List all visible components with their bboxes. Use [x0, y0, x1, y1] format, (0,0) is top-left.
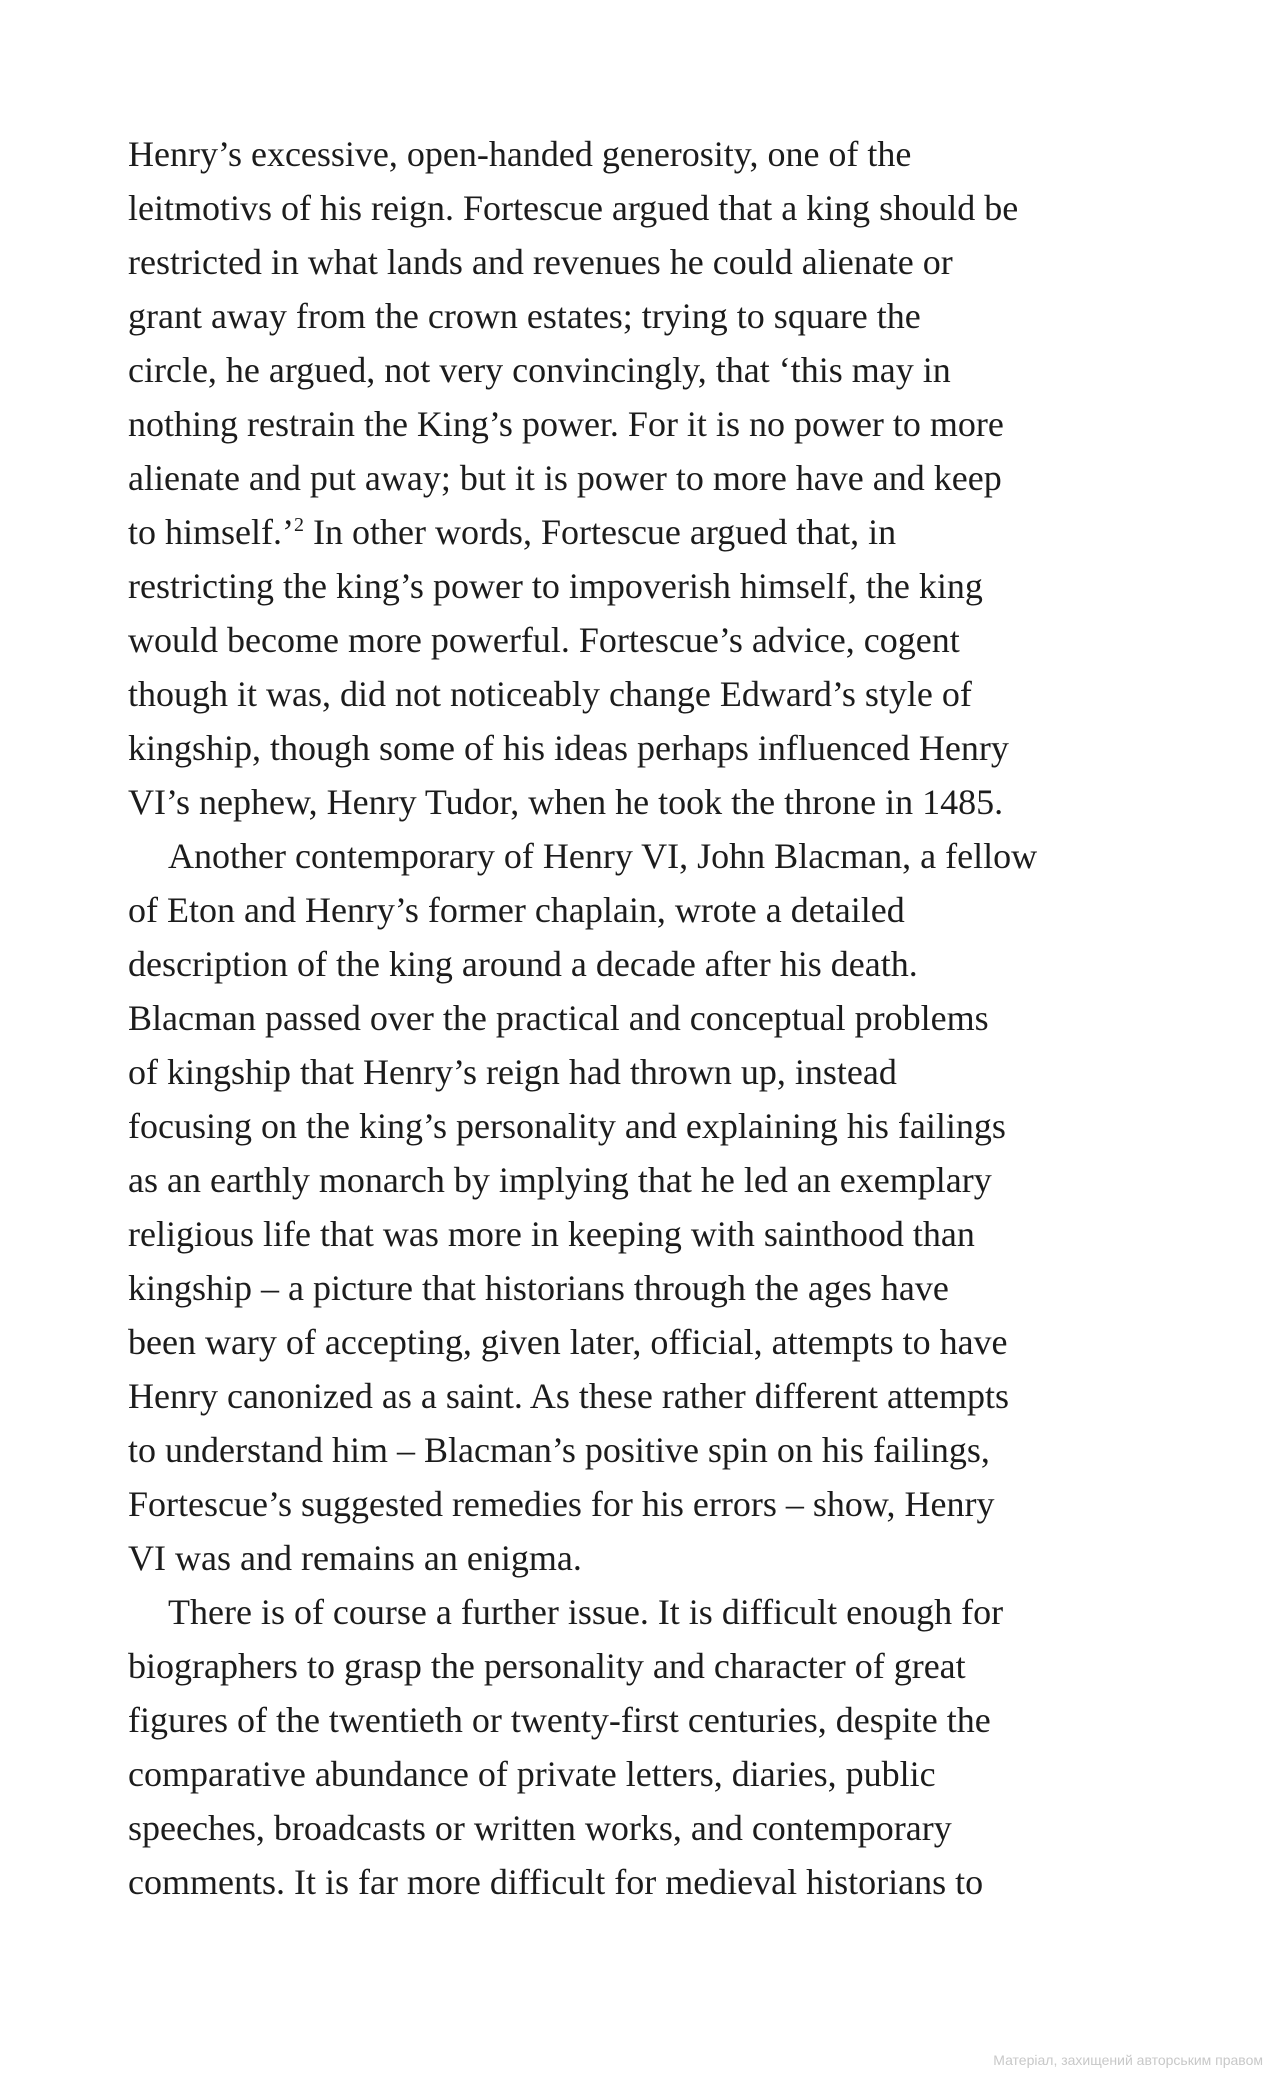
text-line: VI’s nephew, Henry Tudor, when he took the throne in 1485.	[128, 782, 1004, 822]
text-segment: to himself.’	[128, 512, 294, 552]
footnote-reference[interactable]: 2	[293, 514, 304, 536]
text-line: figures of the twentieth or twenty-first centuries, despite the	[128, 1700, 991, 1740]
paragraph-3	[128, 1585, 1168, 1909]
text-line: to understand him – Blacman’s positive spin on his failings,	[128, 1430, 990, 1470]
text-line-indented: There is of course a further issue. It is difficult enough for	[168, 1592, 1004, 1632]
text-line: comparative abundance of private letters, diaries, public	[128, 1754, 936, 1794]
text-line: speeches, broadcasts or written works, and contemporary	[128, 1808, 952, 1848]
text-line: Blacman passed over the practical and conceptual problems	[128, 998, 989, 1038]
text-segment: In other words, Fortescue argued that, in	[303, 512, 897, 552]
text-line: biographers to grasp the personality and character of great	[128, 1646, 966, 1686]
text-line: religious life that was more in keeping with sainthood than	[128, 1214, 975, 1254]
text-line: kingship, though some of his ideas perhaps influenced Henry	[128, 728, 1009, 768]
book-page-body	[128, 127, 1168, 1909]
text-line: restricting the king’s power to impoverish himself, the king	[128, 566, 983, 606]
text-line: comments. It is far more difficult for medieval historians to	[128, 1862, 984, 1902]
text-line: of kingship that Henry’s reign had thrown up, instead	[128, 1052, 897, 1092]
text-line: grant away from the crown estates; trying to square the	[128, 296, 921, 336]
paragraph-2	[128, 829, 1168, 1585]
text-line: been wary of accepting, given later, official, attempts to have	[128, 1322, 1008, 1362]
text-line-indented: Another contemporary of Henry VI, John Blacman, a fellow	[168, 836, 1038, 876]
text-line: focusing on the king’s personality and explaining his failings	[128, 1106, 1006, 1146]
text-line-with-footnote	[128, 505, 1168, 559]
text-line: description of the king around a decade after his death.	[128, 944, 918, 984]
text-line: leitmotivs of his reign. Fortescue argued that a king should be	[128, 188, 1019, 228]
text-line: would become more powerful. Fortescue’s advice, cogent	[128, 620, 960, 660]
text-line: though it was, did not noticeably change Edward’s style of	[128, 674, 972, 714]
text-line: alienate and put away; but it is power to more have and keep	[128, 458, 1002, 498]
text-line: of Eton and Henry’s former chaplain, wrote a detailed	[128, 890, 905, 930]
text-line: restricted in what lands and revenues he could alienate or	[128, 242, 953, 282]
copyright-watermark: Матеріал, захищений авторським правом	[993, 2052, 1263, 2068]
text-line: Fortescue’s suggested remedies for his errors – show, Henry	[128, 1484, 995, 1524]
text-line: kingship – a picture that historians through the ages have	[128, 1268, 949, 1308]
text-line: as an earthly monarch by implying that he led an exemplary	[128, 1160, 992, 1200]
text-line: Henry canonized as a saint. As these rather different attempts	[128, 1376, 1010, 1416]
text-line: Henry’s excessive, open-handed generosity, one of the	[128, 134, 912, 174]
text-line: VI was and remains an enigma.	[128, 1538, 582, 1578]
text-line: circle, he argued, not very convincingly, that ‘this may in	[128, 350, 951, 390]
text-line: nothing restrain the King’s power. For it is no power to more	[128, 404, 1004, 444]
paragraph-1	[128, 127, 1168, 829]
